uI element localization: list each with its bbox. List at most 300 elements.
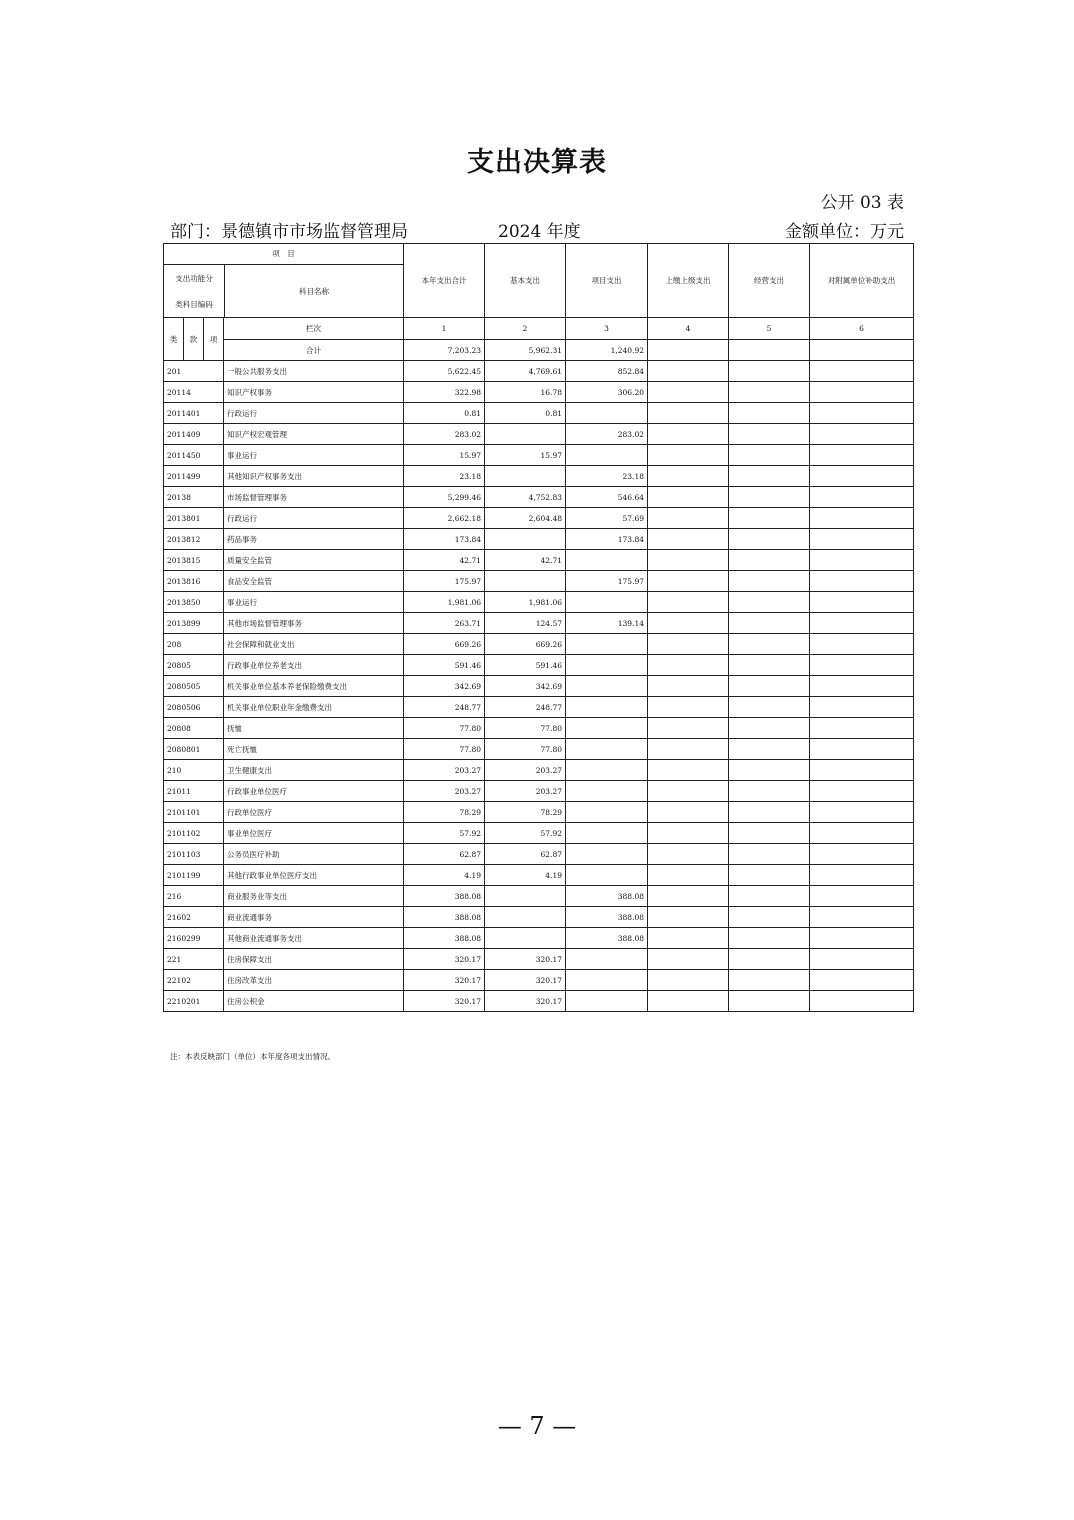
- table-row: [164, 781, 914, 802]
- header-project-exp: 项目支出: [566, 244, 648, 318]
- row-project: [566, 403, 648, 424]
- row-upper: [648, 907, 729, 928]
- row-subsidiary: [810, 613, 914, 634]
- table-row: [164, 760, 914, 781]
- row-business: [729, 466, 810, 487]
- row-subsidiary: [810, 550, 914, 571]
- row-upper: [648, 487, 729, 508]
- row-project: 852.84: [566, 361, 648, 382]
- row-subject-name: 其他知识产权事务支出: [224, 466, 404, 487]
- row-total: 15.97: [404, 445, 485, 466]
- row-code: 2080801: [164, 739, 224, 760]
- row-business: [729, 676, 810, 697]
- row-subject-name: 行政运行: [224, 403, 404, 424]
- row-business: [729, 844, 810, 865]
- row-total: 173.84: [404, 529, 485, 550]
- row-subject-name: 死亡抚恤: [224, 739, 404, 760]
- row-code: 216: [164, 886, 224, 907]
- row-upper: [648, 865, 729, 886]
- row-upper: [648, 592, 729, 613]
- row-basic: 2,604.48: [485, 508, 566, 529]
- row-basic: 77.80: [485, 739, 566, 760]
- row-total: 322.98: [404, 382, 485, 403]
- row-project: [566, 865, 648, 886]
- row-subsidiary: [810, 445, 914, 466]
- row-business: [729, 592, 810, 613]
- row-upper: [648, 550, 729, 571]
- row-basic: 0.81: [485, 403, 566, 424]
- row-total: 42.71: [404, 550, 485, 571]
- table-row: [164, 865, 914, 886]
- table-row: [164, 508, 914, 529]
- row-basic: 16.78: [485, 382, 566, 403]
- row-upper: [648, 970, 729, 991]
- row-upper: [648, 382, 729, 403]
- row-basic: [485, 424, 566, 445]
- row-project: [566, 949, 648, 970]
- header-kuan: 款: [184, 318, 204, 361]
- row-upper: [648, 508, 729, 529]
- table-row: [164, 676, 914, 697]
- row-subject-name: 质量安全监管: [224, 550, 404, 571]
- row-project: 175.97: [566, 571, 648, 592]
- row-subject-name: 公务员医疗补助: [224, 844, 404, 865]
- row-project: 57.69: [566, 508, 648, 529]
- row-code: 21011: [164, 781, 224, 802]
- row-subsidiary: [810, 760, 914, 781]
- row-upper: [648, 445, 729, 466]
- row-subject-name: 住房公积金: [224, 991, 404, 1012]
- sum-project: 1,240.92: [566, 340, 648, 361]
- row-subsidiary: [810, 823, 914, 844]
- row-basic: 4,769.61: [485, 361, 566, 382]
- row-business: [729, 508, 810, 529]
- row-basic: 248.77: [485, 697, 566, 718]
- row-basic: 320.17: [485, 991, 566, 1012]
- row-upper: [648, 571, 729, 592]
- row-subject-name: 行政事业单位养老支出: [224, 655, 404, 676]
- row-project: [566, 844, 648, 865]
- row-business: [729, 802, 810, 823]
- row-subject-name: 行政事业单位医疗: [224, 781, 404, 802]
- row-total: 5,299.46: [404, 487, 485, 508]
- sum-business: [729, 340, 810, 361]
- table-row: [164, 550, 914, 571]
- row-total: 203.27: [404, 760, 485, 781]
- sum-row: [164, 340, 914, 361]
- row-subject-name: 机关事业单位基本养老保险缴费支出: [224, 676, 404, 697]
- row-upper: [648, 403, 729, 424]
- row-code: 2013801: [164, 508, 224, 529]
- header-subject-name: 科目名称: [299, 286, 329, 296]
- row-code: 20808: [164, 718, 224, 739]
- row-code: 2101103: [164, 844, 224, 865]
- row-project: 546.64: [566, 487, 648, 508]
- row-business: [729, 361, 810, 382]
- row-total: 5,622.45: [404, 361, 485, 382]
- header-subsidiary: 对附属单位补助支出: [810, 244, 914, 318]
- row-upper: [648, 739, 729, 760]
- row-business: [729, 760, 810, 781]
- row-project: [566, 760, 648, 781]
- row-upper: [648, 991, 729, 1012]
- row-project: [566, 592, 648, 613]
- row-business: [729, 823, 810, 844]
- header-column-no: 栏次: [224, 318, 404, 340]
- row-subject-name: 知识产权宏观管理: [224, 424, 404, 445]
- header-lei: 类: [164, 318, 184, 361]
- row-basic: 4,752.83: [485, 487, 566, 508]
- row-code: 21602: [164, 907, 224, 928]
- row-code: 2080506: [164, 697, 224, 718]
- row-business: [729, 424, 810, 445]
- row-business: [729, 634, 810, 655]
- row-subject-name: 行政单位医疗: [224, 802, 404, 823]
- row-business: [729, 382, 810, 403]
- row-subsidiary: [810, 697, 914, 718]
- row-upper: [648, 949, 729, 970]
- row-project: [566, 781, 648, 802]
- row-business: [729, 886, 810, 907]
- row-subject-name: 机关事业单位职业年金缴费支出: [224, 697, 404, 718]
- table-row: [164, 466, 914, 487]
- row-total: 342.69: [404, 676, 485, 697]
- row-total: 2,662.18: [404, 508, 485, 529]
- row-code: 2210201: [164, 991, 224, 1012]
- row-basic: 320.17: [485, 949, 566, 970]
- row-total: 0.81: [404, 403, 485, 424]
- row-total: 320.17: [404, 970, 485, 991]
- row-basic: [485, 928, 566, 949]
- row-business: [729, 718, 810, 739]
- row-business: [729, 949, 810, 970]
- row-subject-name: 市场监督管理事务: [224, 487, 404, 508]
- row-upper: [648, 886, 729, 907]
- row-subject-name: 其他行政事业单位医疗支出: [224, 865, 404, 886]
- row-project: 306.20: [566, 382, 648, 403]
- row-business: [729, 991, 810, 1012]
- header-xiang: 项: [204, 318, 224, 361]
- row-upper: [648, 928, 729, 949]
- row-subsidiary: [810, 949, 914, 970]
- table-row: [164, 949, 914, 970]
- row-upper: [648, 676, 729, 697]
- row-basic: [485, 907, 566, 928]
- form-number: 公开 03 表: [820, 193, 904, 213]
- row-subsidiary: [810, 466, 914, 487]
- row-code: 210: [164, 760, 224, 781]
- table-row: [164, 970, 914, 991]
- row-project: 173.84: [566, 529, 648, 550]
- row-subsidiary: [810, 634, 914, 655]
- header-total: 本年支出合计: [404, 244, 485, 318]
- row-basic: 203.27: [485, 760, 566, 781]
- row-upper: [648, 655, 729, 676]
- row-subsidiary: [810, 970, 914, 991]
- row-upper: [648, 466, 729, 487]
- row-basic: [485, 886, 566, 907]
- row-total: 1,981.06: [404, 592, 485, 613]
- row-subject-name: 抚恤: [224, 718, 404, 739]
- table-row: [164, 928, 914, 949]
- row-subsidiary: [810, 928, 914, 949]
- row-basic: 78.29: [485, 802, 566, 823]
- sum-label: 合计: [224, 340, 404, 361]
- row-business: [729, 403, 810, 424]
- row-subsidiary: [810, 718, 914, 739]
- row-basic: 15.97: [485, 445, 566, 466]
- row-subsidiary: [810, 571, 914, 592]
- row-project: [566, 991, 648, 1012]
- sum-subsidiary: [810, 340, 914, 361]
- row-code: 2011499: [164, 466, 224, 487]
- row-code: 2160299: [164, 928, 224, 949]
- row-project: [566, 823, 648, 844]
- row-total: 388.08: [404, 928, 485, 949]
- row-basic: 320.17: [485, 970, 566, 991]
- header-col6: 6: [810, 318, 914, 340]
- row-subsidiary: [810, 865, 914, 886]
- row-code: 2011409: [164, 424, 224, 445]
- header-col1: 1: [404, 318, 485, 340]
- table-row: [164, 634, 914, 655]
- row-subject-name: 其他商业流通事务支出: [224, 928, 404, 949]
- row-basic: 203.27: [485, 781, 566, 802]
- table-row: [164, 991, 914, 1012]
- table-row: [164, 529, 914, 550]
- row-total: 62.87: [404, 844, 485, 865]
- row-project: [566, 697, 648, 718]
- row-basic: 342.69: [485, 676, 566, 697]
- row-code: 2080505: [164, 676, 224, 697]
- row-project: [566, 676, 648, 697]
- row-basic: 591.46: [485, 655, 566, 676]
- expenditure-table: [163, 243, 914, 1012]
- header-row-column-no: [164, 318, 914, 340]
- sum-total: 7,203.23: [404, 340, 485, 361]
- row-total: 320.17: [404, 991, 485, 1012]
- row-project: [566, 634, 648, 655]
- row-subject-name: 社会保障和就业支出: [224, 634, 404, 655]
- row-total: 57.92: [404, 823, 485, 844]
- sum-basic: 5,962.31: [485, 340, 566, 361]
- table-row: [164, 487, 914, 508]
- row-total: 591.46: [404, 655, 485, 676]
- row-subject-name: 商业流通事务: [224, 907, 404, 928]
- row-business: [729, 445, 810, 466]
- year-label: 2024 年度: [498, 222, 581, 242]
- row-subject-name: 事业单位医疗: [224, 823, 404, 844]
- row-upper: [648, 529, 729, 550]
- row-total: 388.08: [404, 886, 485, 907]
- row-project: [566, 550, 648, 571]
- row-code: 2013899: [164, 613, 224, 634]
- row-upper: [648, 760, 729, 781]
- unit-label: 金额单位：万元: [785, 222, 904, 242]
- row-basic: 57.92: [485, 823, 566, 844]
- row-business: [729, 655, 810, 676]
- row-code: 2013816: [164, 571, 224, 592]
- row-business: [729, 613, 810, 634]
- row-business: [729, 550, 810, 571]
- table-row: [164, 802, 914, 823]
- row-upper: [648, 613, 729, 634]
- row-subsidiary: [810, 529, 914, 550]
- page-title: 支出决算表: [467, 147, 607, 178]
- row-subject-name: 药品事务: [224, 529, 404, 550]
- row-project: 23.18: [566, 466, 648, 487]
- row-subsidiary: [810, 382, 914, 403]
- row-upper: [648, 424, 729, 445]
- row-basic: [485, 529, 566, 550]
- header-basic: 基本支出: [485, 244, 566, 318]
- table-row: [164, 361, 914, 382]
- row-total: 669.26: [404, 634, 485, 655]
- row-total: 203.27: [404, 781, 485, 802]
- row-subject-name: 其他市场监督管理事务: [224, 613, 404, 634]
- row-business: [729, 529, 810, 550]
- table-row: [164, 592, 914, 613]
- row-subject-name: 住房保障支出: [224, 949, 404, 970]
- row-project: [566, 445, 648, 466]
- row-basic: 669.26: [485, 634, 566, 655]
- row-basic: 124.57: [485, 613, 566, 634]
- row-total: 175.97: [404, 571, 485, 592]
- row-subsidiary: [810, 361, 914, 382]
- row-upper: [648, 823, 729, 844]
- row-upper: [648, 781, 729, 802]
- row-basic: 77.80: [485, 718, 566, 739]
- table-row: [164, 718, 914, 739]
- header-project: 项 目: [164, 244, 403, 265]
- row-subsidiary: [810, 802, 914, 823]
- row-total: 23.18: [404, 466, 485, 487]
- row-basic: 1,981.06: [485, 592, 566, 613]
- header-func-code: [164, 265, 225, 317]
- department-label: 部门：景德镇市市场监督管理局: [170, 222, 408, 242]
- row-code: 221: [164, 949, 224, 970]
- row-total: 320.17: [404, 949, 485, 970]
- row-business: [729, 697, 810, 718]
- row-basic: [485, 571, 566, 592]
- row-code: 2011401: [164, 403, 224, 424]
- row-business: [729, 970, 810, 991]
- row-upper: [648, 361, 729, 382]
- header-row-main: [164, 244, 914, 318]
- row-subsidiary: [810, 676, 914, 697]
- row-project: 139.14: [566, 613, 648, 634]
- table-row: [164, 739, 914, 760]
- row-subject-name: 一般公共服务支出: [224, 361, 404, 382]
- row-project: [566, 970, 648, 991]
- row-total: 77.80: [404, 739, 485, 760]
- header-col5: 5: [729, 318, 810, 340]
- row-upper: [648, 697, 729, 718]
- row-basic: [485, 466, 566, 487]
- table-row: [164, 403, 914, 424]
- row-code: 20805: [164, 655, 224, 676]
- row-subsidiary: [810, 991, 914, 1012]
- row-subject-name: 住房改革支出: [224, 970, 404, 991]
- table-row: [164, 571, 914, 592]
- row-code: 2011450: [164, 445, 224, 466]
- table-row: [164, 886, 914, 907]
- row-code: 201: [164, 361, 224, 382]
- row-subject-name: 卫生健康支出: [224, 760, 404, 781]
- header-col3: 3: [566, 318, 648, 340]
- header-func-code-line2: 类科目编码: [175, 299, 213, 309]
- row-basic: 62.87: [485, 844, 566, 865]
- row-total: 263.71: [404, 613, 485, 634]
- row-code: 22102: [164, 970, 224, 991]
- row-code: 2013812: [164, 529, 224, 550]
- sum-upper: [648, 340, 729, 361]
- row-business: [729, 571, 810, 592]
- row-code: 2101199: [164, 865, 224, 886]
- row-total: 77.80: [404, 718, 485, 739]
- row-subject-name: 事业运行: [224, 592, 404, 613]
- row-upper: [648, 802, 729, 823]
- header-project-cell: [164, 244, 404, 318]
- footnote: 注：本表反映部门（单位）本年度各项支出情况。: [170, 1052, 335, 1061]
- table-row: [164, 424, 914, 445]
- row-total: 248.77: [404, 697, 485, 718]
- row-subject-name: 事业运行: [224, 445, 404, 466]
- header-col4: 4: [648, 318, 729, 340]
- header-upper: 上缴上级支出: [648, 244, 729, 318]
- row-subsidiary: [810, 508, 914, 529]
- header-func-code-line1: 支出功能分: [175, 273, 213, 283]
- row-subsidiary: [810, 424, 914, 445]
- row-subject-name: 食品安全监管: [224, 571, 404, 592]
- row-total: 4.19: [404, 865, 485, 886]
- table-row: [164, 655, 914, 676]
- row-project: 388.08: [566, 928, 648, 949]
- table-row: [164, 613, 914, 634]
- row-code: 2101101: [164, 802, 224, 823]
- row-upper: [648, 718, 729, 739]
- row-business: [729, 865, 810, 886]
- row-upper: [648, 844, 729, 865]
- row-project: [566, 718, 648, 739]
- row-subsidiary: [810, 592, 914, 613]
- table-row: [164, 844, 914, 865]
- row-code: 20138: [164, 487, 224, 508]
- row-subsidiary: [810, 907, 914, 928]
- row-subject-name: 行政运行: [224, 508, 404, 529]
- row-subsidiary: [810, 739, 914, 760]
- row-code: 208: [164, 634, 224, 655]
- row-business: [729, 928, 810, 949]
- row-subsidiary: [810, 844, 914, 865]
- table-row: [164, 907, 914, 928]
- row-project: 388.08: [566, 886, 648, 907]
- row-business: [729, 907, 810, 928]
- row-project: [566, 739, 648, 760]
- row-business: [729, 487, 810, 508]
- row-project: [566, 802, 648, 823]
- row-subject-name: 知识产权事务: [224, 382, 404, 403]
- row-project: [566, 655, 648, 676]
- row-subsidiary: [810, 655, 914, 676]
- header-business: 经营支出: [729, 244, 810, 318]
- table-row: [164, 382, 914, 403]
- row-code: 20114: [164, 382, 224, 403]
- row-total: 283.02: [404, 424, 485, 445]
- row-code: 2013850: [164, 592, 224, 613]
- row-subsidiary: [810, 487, 914, 508]
- row-business: [729, 781, 810, 802]
